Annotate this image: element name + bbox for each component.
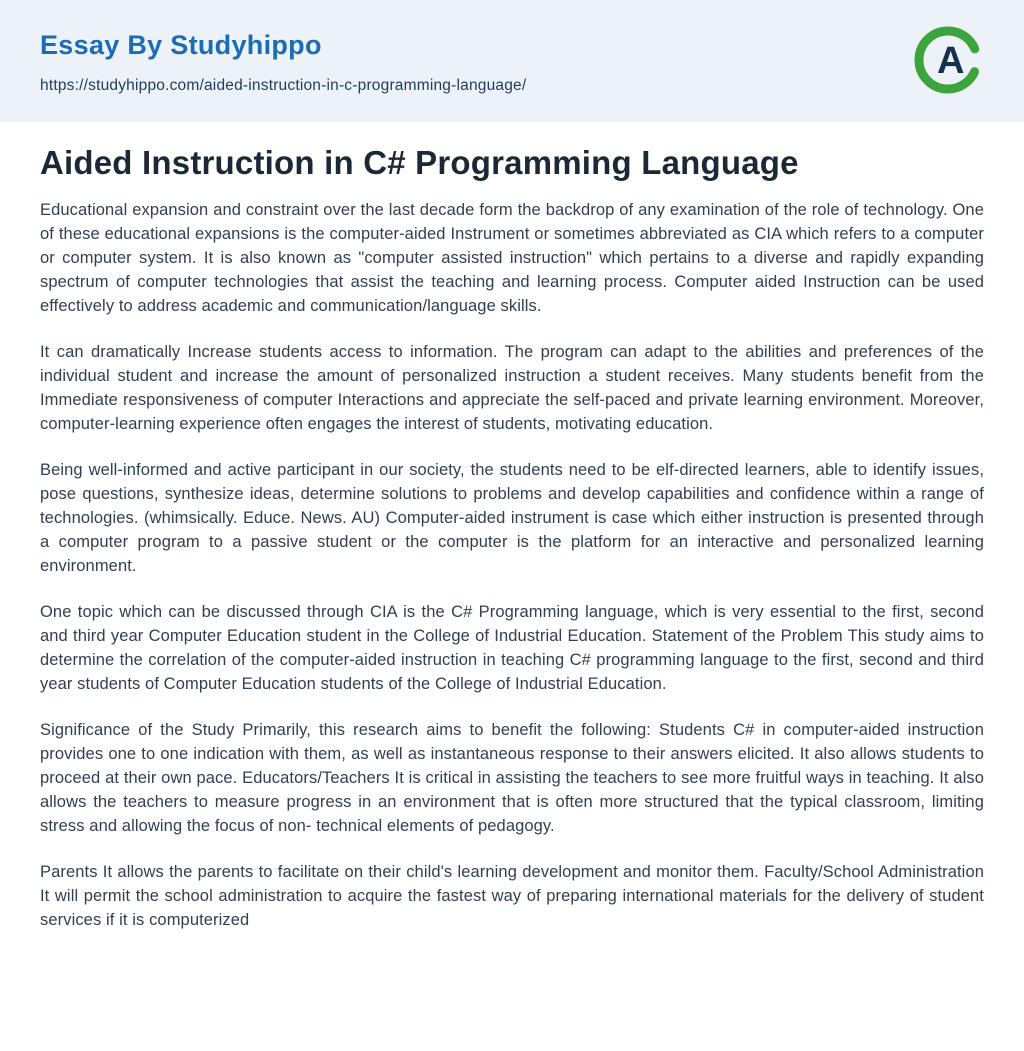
studyhippo-logo	[912, 24, 984, 96]
paragraph: Significance of the Study Primarily, this research aims to benefit the following: Students C# in computer-aided instruction provides one to one indication with them, as well as instantaneous response to their answers elicited. It also allows students to proceed at their own pace. Educators/Teachers It is critical in assisting the teachers to see more fruitful ways in teaching. It also allows the teachers to measure progress in an environment that is often more structured that the typical classroom, limiting stress and allowing the focus of non- technical elements of pedagogy.	[40, 721, 984, 835]
article-url-link[interactable]: https://studyhippo.com/aided-instruction-in-c-programming-language/	[40, 77, 527, 94]
paragraph: It can dramatically Increase students access to information. The program can adapt to the abilities and preferences of the individual student and increase the amount of personalized instruction a student receives. Many students benefit from the Immediate responsiveness of computer Interactions and appreciate the self-paced and private learning environment. Moreover, computer-learning experience often engages the interest of students, motivating education.	[40, 343, 984, 433]
logo-ring-icon	[912, 24, 984, 96]
article-title: Aided Instruction in C# Programming Language	[40, 144, 799, 181]
paragraph: One topic which can be discussed through CIA is the C# Programming language, which is very essential to the first, second and third year Computer Education student in the College of Industrial Education. Statement of the Problem This study aims to determine the correlation of the computer-aided instruction in teaching C# programming language to the first, second and third year students of Computer Education students of the College of Industrial Education.	[40, 603, 984, 693]
paragraph: Parents It allows the parents to facilitate on their child's learning development and monitor them. Faculty/School Administration It will permit the school administration to acquire the fastest way of preparing international materials for the delivery of student services if it is computerized	[40, 863, 984, 929]
site-title: Essay By Studyhippo	[40, 30, 322, 60]
article-content	[0, 122, 1024, 962]
paragraph: Being well-informed and active participant in our society, the students need to be elf-directed learners, able to identify issues, pose questions, synthesize ideas, determine solutions to problems and develop capabilities and confidence within a range of technologies. (whimsically. Educe. News. AU) Computer-aided instrument is case which either instruction is presented through a computer program to a passive student or the computer is the platform for an interactive and personalized learning environment.	[40, 461, 984, 575]
logo-letter-a-icon: A	[937, 40, 965, 82]
paragraph: Educational expansion and constraint over the last decade form the backdrop of any examination of the role of technology. One of these educational expansions is the computer-aided Instrument or sometimes abbreviated as CIA which refers to a computer or computer system. It is also known as "computer assisted instruction" which pertains to a diverse and rapidly expanding spectrum of computer technologies that assist the teaching and learning process. Computer aided Instruction can be used effectively to address academic and communication/language skills.	[40, 201, 984, 315]
header	[0, 0, 1024, 122]
